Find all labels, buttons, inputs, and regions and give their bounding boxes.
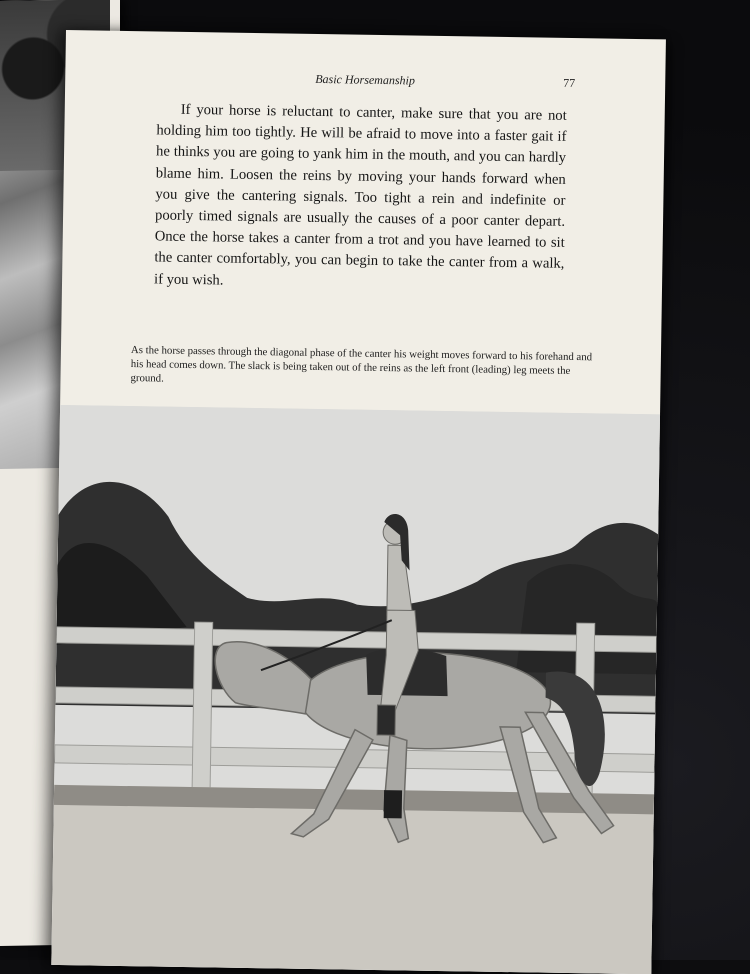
horse-photo bbox=[51, 405, 660, 974]
book-page bbox=[51, 30, 666, 974]
page-number: 77 bbox=[563, 75, 576, 91]
running-head-title: Basic Horsemanship bbox=[315, 71, 416, 88]
body-paragraph: If your horse is reluctant to canter, make sure that you are not holding him too tightly. He will be afraid to move into a faster gait if he thinks you are going to yank him in the mouth, and you can hardly blame him. Loosen the reins by moving your hands forward when you give the cantering signals. Too tight a rein and indefinite or poorly timed signals are usually the causes of a poor canter depart. Once the horse takes a canter from a trot and you have learned to sit the canter comfortably, you can begin to take the canter from a walk, if you wish. bbox=[153, 101, 567, 289]
photo-caption: As the horse passes through the diagonal phase of the canter his weight moves forward to his forehand and his head comes down. The slack is being taken out of the reins as the left front (leading) leg meets the ground. bbox=[130, 344, 593, 385]
horse-photo-illustration bbox=[51, 405, 660, 974]
running-head bbox=[285, 71, 645, 95]
